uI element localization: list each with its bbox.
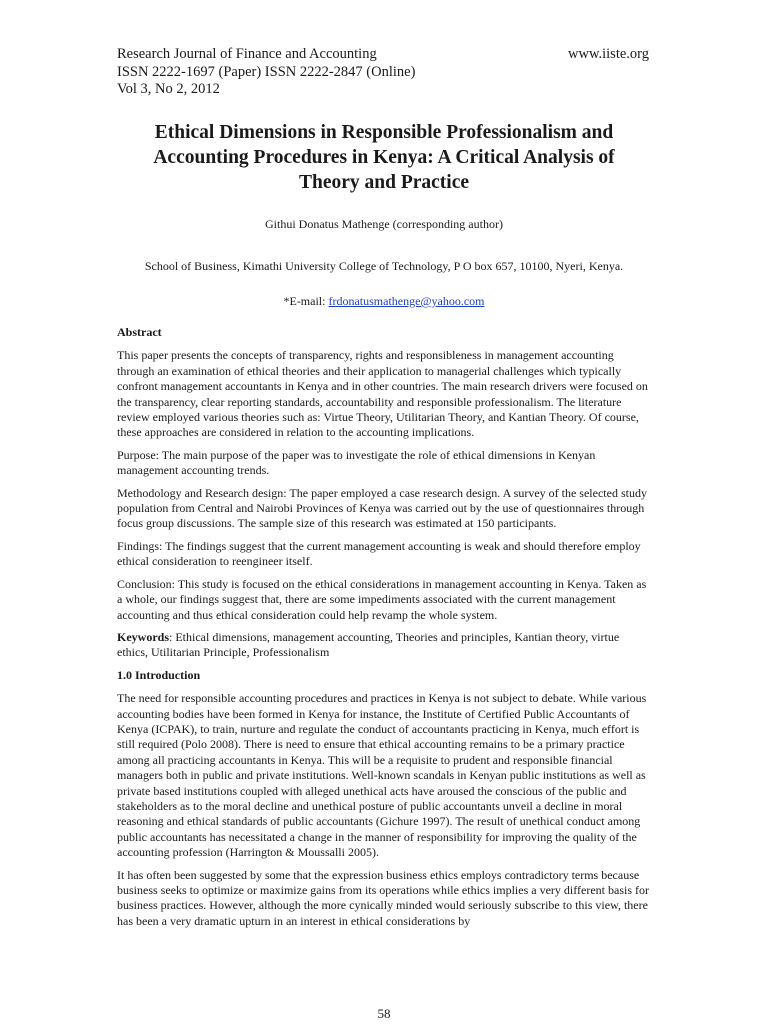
email-link[interactable]: frdonatusmathenge@yahoo.com bbox=[328, 294, 485, 308]
page-number: 58 bbox=[377, 1006, 391, 1021]
volume-line: Vol 3, No 2, 2012 bbox=[117, 81, 220, 97]
abstract-methodology: Methodology and Research design: The paper employed a case research design. A survey of the selected study population from Central and Nairobi Provinces of Kenya was carried out by the use of questionnaires through focus group discussions. The sample size of this research was estimated at 150 participants. bbox=[117, 485, 647, 531]
paper-body bbox=[117, 325, 653, 936]
keywords-paragraph bbox=[117, 630, 653, 661]
introduction-paragraph-1: The need for responsible accounting procedures and practices in Kenya is not subject to debate. While various accounting bodies have been formed in Kenya for instance, the Institute of Certified Public Accountants of Kenya (ICPAK), to train, nurture and regulate the conduct of accountants practicing in Kenya, much effort is still required (Polo 2008). There is need to ensure that ethical accounting remains to be a primary practice among all practicing accountants in Kenya. This will be a requisite to prudent and responsible financial managers both in public and private institutions. Well-known scandals in Kenyan public institutions as well as private based institutions coupled with alleged unethical acts have aroused the conscious of the public and stakeholders as to the moral decline and unethical posture of public accountants unveil a decline in moral reasoning and ethical standards of public accountants (Gichure 1997). The result of unethical conduct among public accountants has necessitated a change in the manner of responsibility for improving the quality of the accounting profession (Harrington & Moussalli 2005). bbox=[117, 691, 647, 860]
title-line-1: Ethical Dimensions in Responsible Professionalism and bbox=[154, 122, 614, 143]
author-line: Githui Donatus Mathenge (corresponding author) bbox=[265, 217, 503, 231]
introduction-paragraph-2: It has often been suggested by some that the expression business ethics employs contradictory terms because business seeks to optimize or maximize gains from its operations while ethics implies a very different basis for business practices. However, although the more cynically minded would seriously subscribe to this view, there has been a very dramatic upturn in an interest in ethical considerations by bbox=[117, 867, 649, 928]
abstract-conclusion: Conclusion: This study is focused on the ethical considerations in management accounting in Kenya. Taken as a whole, our findings suggest that, there are some impediments associated with the current management accounting and thus ethical consideration could help revamp the whole system. bbox=[117, 576, 647, 622]
abstract-purpose: Purpose: The main purpose of the paper was to investigate the role of ethical dimensions in Kenyan management accounting trends. bbox=[117, 447, 596, 478]
keywords-label: Keywords bbox=[117, 629, 169, 644]
affiliation-line: School of Business, Kimathi University College of Technology, P O box 657, 10100, Nyeri, Kenya. bbox=[144, 259, 624, 273]
issn-line: ISSN 2222-1697 (Paper) ISSN 2222-2847 (Online) bbox=[117, 63, 416, 80]
introduction-heading: 1.0 Introduction bbox=[117, 667, 201, 682]
abstract-paragraph: This paper presents the concepts of transparency, rights and responsibleness in management accounting through an examination of ethical theories and their application to managerial challenges which typically confront management accountants in Kenya and in other countries. The main research drivers were focused on the transparency, clear reporting standards, accountability and responsible professionalism. The literature review employed various theories such as: Virtue Theory, Utilitarian Theory, and Kantian Theory. Of course, these approaches are considered in relation to the accounting implications. bbox=[117, 348, 648, 440]
abstract-findings: Findings: The findings suggest that the current management accounting is weak and should therefore employ ethical consideration to reengineer itself. bbox=[117, 538, 641, 569]
email-prefix: *E-mail: bbox=[283, 294, 329, 308]
journal-name: Research Journal of Finance and Accounting bbox=[117, 46, 377, 62]
paper-title bbox=[100, 120, 668, 195]
journal-website: www.iiste.org bbox=[568, 46, 649, 62]
email-line bbox=[0, 294, 768, 309]
keywords-text: : Ethical dimensions, management accounting, Theories and principles, Kantian theory, virtue ethics, Utilitarian Principle, Professionalism bbox=[117, 629, 620, 660]
title-line-2: Accounting Procedures in Kenya: A Critical Analysis of bbox=[153, 147, 615, 168]
abstract-heading: Abstract bbox=[117, 325, 162, 339]
title-line-3: Theory and Practice bbox=[298, 172, 470, 193]
running-header bbox=[117, 46, 649, 99]
